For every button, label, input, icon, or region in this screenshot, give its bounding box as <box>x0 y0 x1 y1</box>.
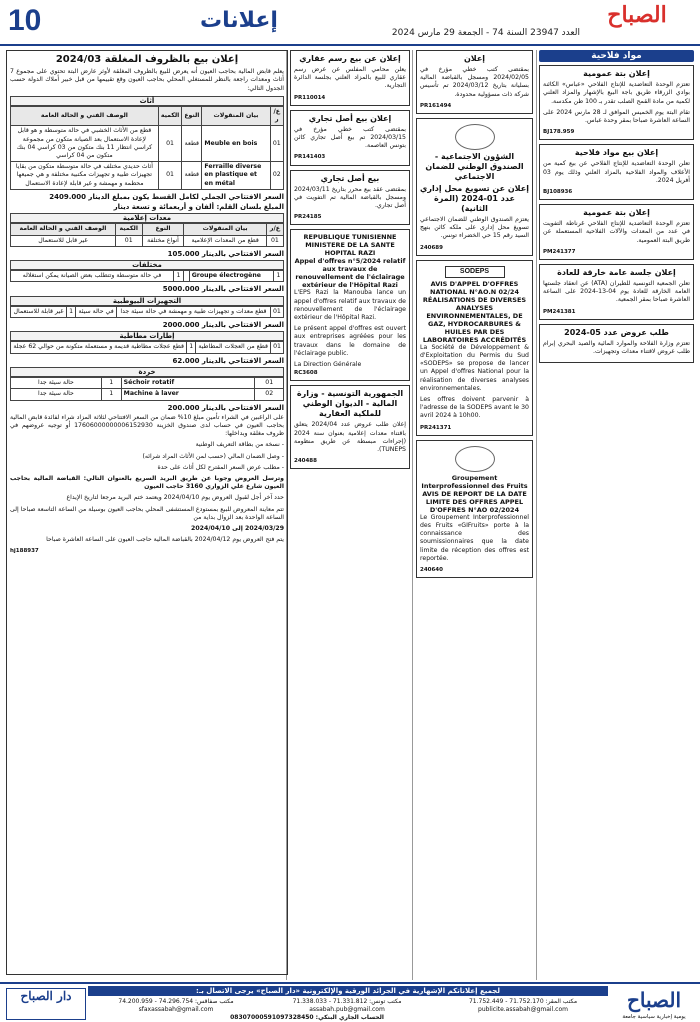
column-divider <box>412 50 413 980</box>
ad-text: تعتزم وزارة الفلاحة والموارد المائية والصيد البحري إبرام طلب عروض لاقتناء معدات وتجهيزات. <box>543 339 690 356</box>
lot-title: إطارات مطاطية <box>10 331 284 341</box>
page-number: 10 <box>8 4 42 37</box>
ad-text: تعلن الجمعية التونسية للطيران (ATA) عن انعقاد جلستها العامة الخارقة للعادة يوم 04-13-2024 على الساعة العاشرة صباحا بمقر الجمعية. <box>543 280 690 304</box>
ad-title: إعلان عن تسويغ محل إداري عدد 01-2024 (المرة الثانية) <box>420 184 529 214</box>
cell: Séchoir rotatif <box>121 378 255 389</box>
ad-title: إعلان بيع مواد فلاحية <box>574 148 659 158</box>
lot-title: معدات إعلامية <box>10 213 284 223</box>
ad-box <box>290 229 410 381</box>
cnss-logo-icon <box>455 124 495 150</box>
ad-subtitle: Appel d'offres n°5/2024 relatif aux travaux de renouvellement de l'éclairage extérieur de l'Hôpital Razi <box>294 257 406 290</box>
inspection-dates: 2024/03/29 إلى 2024/04/10 <box>191 524 284 532</box>
ad-title: إعلان بتة عمومية <box>583 69 650 79</box>
lot-price: السعر الافتتاحي بالدينار 200.000 <box>167 403 284 412</box>
ad-signature: La Direction Générale <box>294 361 362 369</box>
footer-bank-account: الحساب الجاري البنكي: 08307000591097328450 <box>230 1014 384 1021</box>
ad-reference: 240640 <box>420 567 443 574</box>
footer-logo[interactable]: الصباح <box>626 988 682 1012</box>
ad-box <box>290 385 410 469</box>
header-cell: النوع <box>142 224 184 235</box>
ad-text: تقام البتة يوم الخميس الموافق لـ 28 مارس 2024 على الساعة العاشرة صباحا بمقر وحدة عباس. <box>543 108 690 125</box>
sale-notice-box <box>6 50 288 975</box>
condition-text: يتم فتح العروض يوم 2024/04/12 بالقباضة المالية حاجب العيون على الساعة العاشرة صباحا <box>46 536 284 544</box>
column-middle-1 <box>416 50 533 980</box>
ad-title: بيع أصل تجاري <box>320 173 380 183</box>
table-header-row <box>11 107 284 126</box>
cell: Meuble en bois <box>202 126 270 162</box>
condition-text: - نسخة من بطاقة التعريف الوطنية <box>195 441 284 449</box>
cell: حالة سيئة جدا <box>11 378 102 389</box>
cell: Machine à laver <box>121 389 255 400</box>
ad-reference: PR110014 <box>294 94 326 101</box>
ad-reference: PR24185 <box>294 214 322 221</box>
header-cell: الوصف الفني و الحالة العامة <box>11 107 159 126</box>
table-row <box>11 389 284 400</box>
ad-title: طلب عروض عدد 05-2024 <box>564 327 669 337</box>
cell: 01 <box>270 306 283 317</box>
lot-table <box>10 306 284 318</box>
header-cell: الوصف الفني و الحالة العامة <box>11 224 116 235</box>
table-row <box>11 306 284 317</box>
header-cell: بيان المنقولات <box>202 107 270 126</box>
footer-contact-banner: لجميع إعلاناتكم الإشهارية في الجرائد الورقية والإلكترونية «دار الصباح» يرجى الاتصال بـ: <box>88 986 608 996</box>
ad-box <box>416 50 533 114</box>
column-middle-2 <box>290 50 410 980</box>
lot-price: السعر الافتتاحي بالدينار 2000.000 <box>162 321 284 330</box>
lot-price: السعر الافتتاحي بالدينار 105.000 <box>167 249 284 258</box>
ad-text: La Société de Développement & d'Exploitation du Permis du Sud «SODEPS» se propose de lancer un Appel d'offres National pour la réalisation de diverses analyses environnementales. <box>420 343 529 392</box>
issue-info: العدد 23947 السنة 74 - الجمعة 29 مارس 2024 <box>391 28 580 38</box>
cell: 1 <box>101 389 121 400</box>
header-cell: النوع <box>182 107 202 126</box>
gifruits-logo-icon <box>455 446 495 472</box>
cell: قطع من العجلات المطاطية <box>196 342 271 353</box>
sale-intro: يعلم قابض المالية بحاجب العيون أنه يعرض للبيع بالظروف المغلقة لأوثر عارض البتة تحتوي على مجموع 7 أثاث ومعدات راجعة بالنظر للمستغلي المحلي بحاجب العيون وقع تقييمها من قبل خبير أملاك الدولة حسب الجدول التالي: <box>10 68 284 92</box>
cell: Ferraille diverse en plastique et en métal <box>202 162 270 190</box>
cell: 01 <box>115 235 142 246</box>
footer-office-tunis: مكتب تونس: 71.331.812 - 71.338.033 assabah.pub@gmail.com <box>292 998 402 1013</box>
ad-reference: PM241377 <box>543 248 576 255</box>
ad-text: L'EPS Razi la Manouba lance un appel d'offres relatif aux travaux de renouvellement de l'éclairage extérieur de l'Hôpital Razi. <box>294 289 406 322</box>
ad-text: تعلن الوحدة التعاضدية للإنتاج الفلاحي عن بيع كمية من الأعلاف والمواد الفلاحية بالمزاد العلني وذلك يوم 03 أفريل 2024. <box>543 160 690 184</box>
header-cell: الكمية <box>115 224 142 235</box>
cell: 01 <box>255 378 284 389</box>
ad-reference: 240689 <box>420 244 443 251</box>
ad-reference: RC3608 <box>294 370 318 377</box>
condition-text: تتم معاينة المعروض للبيع بمستودع المستشفى المحلي بحاجب العيون بوسيلة من الساعة التاسعة صباحا إلى الساعة الواحدة بعد الزوال بداية من <box>10 505 284 521</box>
lot-table <box>10 270 284 282</box>
ad-title: إعلان عن بيع رسم عقاري <box>299 54 401 63</box>
ad-reference: BJ178.959 <box>543 129 575 136</box>
ad-text: Le Groupement Interprofessionnel des Fruits «GIFruits» porte à la connaissance des soumissionnaires que la date limite de réception des offres est reportée. <box>420 513 529 562</box>
cell: قطعة <box>182 162 202 190</box>
cell: 1 <box>101 378 121 389</box>
ad-reference: hj188937 <box>10 548 39 555</box>
section-title: إعلانات <box>200 8 278 33</box>
table-row <box>11 378 284 389</box>
footer-office-sfax: مكتب صفاقس: 74.296.754 - 74.200.959 sfaxassabah@gmail.com <box>118 998 234 1013</box>
table-header-row <box>11 224 284 235</box>
lot-table <box>10 341 284 353</box>
lot-price: السعر الافتتاحي بالدينار 62.000 <box>172 356 284 365</box>
column-left-sale-notice <box>6 50 288 980</box>
cell: حالة سيئة جدا <box>11 389 102 400</box>
lot-title: مختلفات <box>10 260 284 270</box>
condition-text: على الراغبين في الشراء تأمين مبلغ 10% ضمان من السعر الافتتاحي لثلاثة المزاد شراء لفائدة قابض المالية بحاجب العيون في حساب لدى صندوق الخزينة 17606000000006152930 أو توجيه عروضهم في ظروف مغلقة وبداخلها: <box>10 413 284 438</box>
condition-text: وترسل العروض وجوبا عن طريق البريد السريع بالعنوان التالي: القباضة المالية بحاجب العيون شارع علي الزواري 3160 حاجب العيون <box>10 474 284 491</box>
cell: 02 <box>270 162 283 190</box>
condition-text: - وصل الضمان المالي (حسب لمن الأثاث المراد شرائه) <box>142 452 284 460</box>
lot-price: السعر الافتتاحي الجملي لكامل القسط يكون بمبلغ الدينار 2409.000 <box>49 192 284 201</box>
lot-table <box>10 223 284 246</box>
ad-box <box>539 204 694 260</box>
ad-text: Les offres doivent parvenir à l'adresse de la SODEPS avant le 30 avril 2024 à 10h00. <box>420 396 529 420</box>
ad-title: إعلان بتة عمومية <box>583 208 650 218</box>
lot-price-words: المبلغ بلسان القلم: ألفان و أربعمائة و تسعة دينار <box>113 203 284 212</box>
ad-text: بمقتضى كتب خطي مؤرخ في 2024/02/05 ومسجل بالقباضة المالية بسليانة بتاريخ 2024/03/12 تم تأسيس شركة ذات مسؤولية محدودة. <box>420 66 529 98</box>
ad-text: إعلان طلب عروض عدد 2024/04 يتعلق باقتناء معدات إعلامية بعنوان سنة 2024 (إجراءات مبسطة عن طريق منظومة TUNEPS). <box>294 421 407 454</box>
cell: 02 <box>255 389 284 400</box>
ad-organization: الشؤون الاجتماعية - الصندوق الوطني للضمان الاجتماعي <box>425 152 524 182</box>
cell: في حالة سيئة <box>76 306 117 317</box>
ad-title: الجمهورية التونسية - وزارة المالية - الديوان الوطني للملكية العقارية <box>296 389 404 419</box>
ad-subtitle: RÉALISATIONS DE DIVERSES ANALYSES ENVIRONNEMENTALES, DE GAZ, HYDROCARBURES & HUILES PAR DES LABORATOIRES ACCRÉDITÉS <box>422 295 527 344</box>
ad-reference: BJ108936 <box>543 189 573 196</box>
ad-box <box>416 118 533 256</box>
cell: غير قابلة للاستعمال <box>11 306 67 317</box>
table-row <box>11 162 284 190</box>
ad-text: بمقتضى عقد بيع محرر بتاريخ 2024/03/11 ومسجل بالقباضة المالية تم التفويت في أصل تجاري. <box>294 185 406 210</box>
cell: 1 <box>67 306 76 317</box>
lot-price: السعر الافتتاحي بالدينار 5000.000 <box>162 285 284 294</box>
ad-box <box>416 260 533 436</box>
table-row <box>11 342 284 353</box>
cell: قطعة <box>182 126 202 162</box>
ad-box <box>416 440 533 578</box>
lot-table <box>10 106 284 190</box>
header-cell: ع/ر <box>270 107 283 126</box>
lot-title: خردة <box>10 367 284 377</box>
ad-reference: PR241371 <box>420 424 452 431</box>
page-footer <box>0 982 700 1022</box>
ad-reference: 240488 <box>294 458 317 465</box>
ad-box <box>539 264 694 320</box>
ad-title: REPUBLIQUE TUNISIENNE MINISTERE DE LA SANTE HOPITAL RAZI <box>303 233 397 258</box>
cell: غير قابل للاستعمال <box>11 235 116 246</box>
cell: قطع عجلات مطاطية قديمة و مستعملة متكونة من حوالي 62 عجلة <box>11 342 187 353</box>
cell: 01 <box>266 235 283 246</box>
ad-title: AVIS D'APPEL D'OFFRES NATIONAL N°AO.N 02/24 <box>430 279 519 296</box>
ad-box <box>539 144 694 200</box>
cell: قطع من المعدات الإعلامية <box>184 235 266 246</box>
cell: أثاث حديدي مختلف في حالة متوسطة متكون من بقايا تجهيزات طبية و تجهيزات مكتبية مختلفة و هي جميعها محطمة و مهمشة و غير قابلة لإعادة الاستعمال <box>11 162 159 190</box>
cell: أنواع مختلفة <box>142 235 184 246</box>
ad-reference: PM241381 <box>543 308 576 315</box>
ad-title: إعلان بيع أصل تجاري <box>308 113 392 123</box>
header-cell: ع/ر <box>266 224 283 235</box>
cell: 1 <box>273 271 283 282</box>
ad-reference: PR161494 <box>420 102 452 109</box>
header-cell: بيان المنقولات <box>184 224 266 235</box>
footer-office-hq: مكتب المقر: 71.752.170 - 71.752.449 publicite.assabah@gmail.com <box>468 998 578 1013</box>
ad-organization: Groupement Interprofessionnel des Fruits <box>421 473 528 490</box>
ad-box <box>539 324 694 363</box>
cell <box>184 271 190 282</box>
cell: 01 <box>271 342 284 353</box>
dar-assabah-logo[interactable]: دار الصباح <box>6 988 86 1020</box>
lot-title: أثاث <box>10 96 284 106</box>
ad-text: يعتزم الصندوق الوطني للضمان الاجتماعي تسويغ محل إداري على ملكه كائن بنهج السيد رقم 15 حي الخضراء تونس. <box>420 216 529 240</box>
ad-box <box>290 50 410 106</box>
page-header <box>0 0 700 46</box>
cell: 01 <box>270 126 283 162</box>
sodeps-logo: SODEPS <box>445 266 505 278</box>
column-divider <box>536 50 537 980</box>
cell: 01 <box>158 162 181 190</box>
condition-text: حدد آخر أجل لقبول العروض يوم 2024/04/10 ويعتمد ختم البريد مرجعا لتاريخ الإيداع <box>66 494 284 502</box>
footer-tagline: يومية إخبارية سياسية جامعة <box>622 1014 686 1020</box>
cell: قطع معدات و تجهيزات طبية و مهمشة في حالة سيئة جدا <box>117 306 271 317</box>
ad-box <box>290 170 410 226</box>
column-right <box>539 50 694 980</box>
cell: 1 <box>173 271 183 282</box>
ad-text: Le présent appel d'offres est ouvert aux entreprises agréées pour les travaux dans le domaine de l'éclairage public. <box>294 325 406 357</box>
cell: في حالة متوسطة وتتطلب بعض الصيانة يمكن استغلاله <box>11 271 174 282</box>
table-row <box>11 271 284 282</box>
table-row <box>11 235 284 246</box>
table-row <box>11 126 284 162</box>
ad-text: تعتزم الوحدة التعاضدية للإنتاج الفلاحي «عباس» الكائنة بوادي الزرقاء طريق باجة البيع بالإشهار والمزاد العلني لكمية من مادة القمح الصلب تقدر بـ 100 طن مكدسة. <box>543 81 690 105</box>
cell: 01 <box>158 126 181 162</box>
condition-text: - مطلب عرض السعر المقترح لكل أثاث على حدة <box>157 463 284 471</box>
ad-title: إعلان جلسة عامة خارقة للعادة <box>557 268 676 278</box>
ad-box <box>290 110 410 166</box>
lot-title: التجهيزات البيوطبية <box>10 296 284 306</box>
ad-text: بمقتضى كتب خطي مؤرخ في 2024/03/15 تم بيع أصل تجاري كائن بتونس العاصمة. <box>294 125 406 150</box>
ad-text: يعلن محامي المفلس عن عرض رسم عقاري للبيع بالمزاد العلني بجلسة الدائرة التجارية. <box>294 66 406 90</box>
column-title: مواد فلاحية <box>539 50 694 62</box>
cell: Groupe électrogène <box>189 271 273 282</box>
ad-title: إعلان <box>463 54 486 63</box>
cell: قطع من الأثاث الخشبي في حالة متوسطة و هو قابل لإعادة الاستعمال بعد الصيانة متكون من مجموعة كراسي انتظار 11 بنك متكون من 03 كراسي 04 بنك متكون من 04 كراسي <box>11 126 159 162</box>
newspaper-logo[interactable]: الصباح <box>607 2 667 28</box>
cell: 1 <box>187 342 196 353</box>
sale-notice-title: إعلان بيع بالظروف المغلقة 2024/03 <box>55 54 239 65</box>
lot-table <box>10 377 284 400</box>
ad-text: تعتزم الوحدة التعاضدية للإنتاج الفلاحي غرناطة التفويت في عدد من المعدات والآلات الفلاحية المستعملة عن طريق البتة العمومية. <box>543 220 690 244</box>
ad-title: AVIS DE REPORT DE LA DATE LIMITE DES OFFRES APPEL D'OFFRES N°AO 02/2024 <box>422 489 527 514</box>
ad-box <box>539 65 694 140</box>
header-cell: الكمية <box>158 107 181 126</box>
ad-reference: PR141403 <box>294 154 326 161</box>
